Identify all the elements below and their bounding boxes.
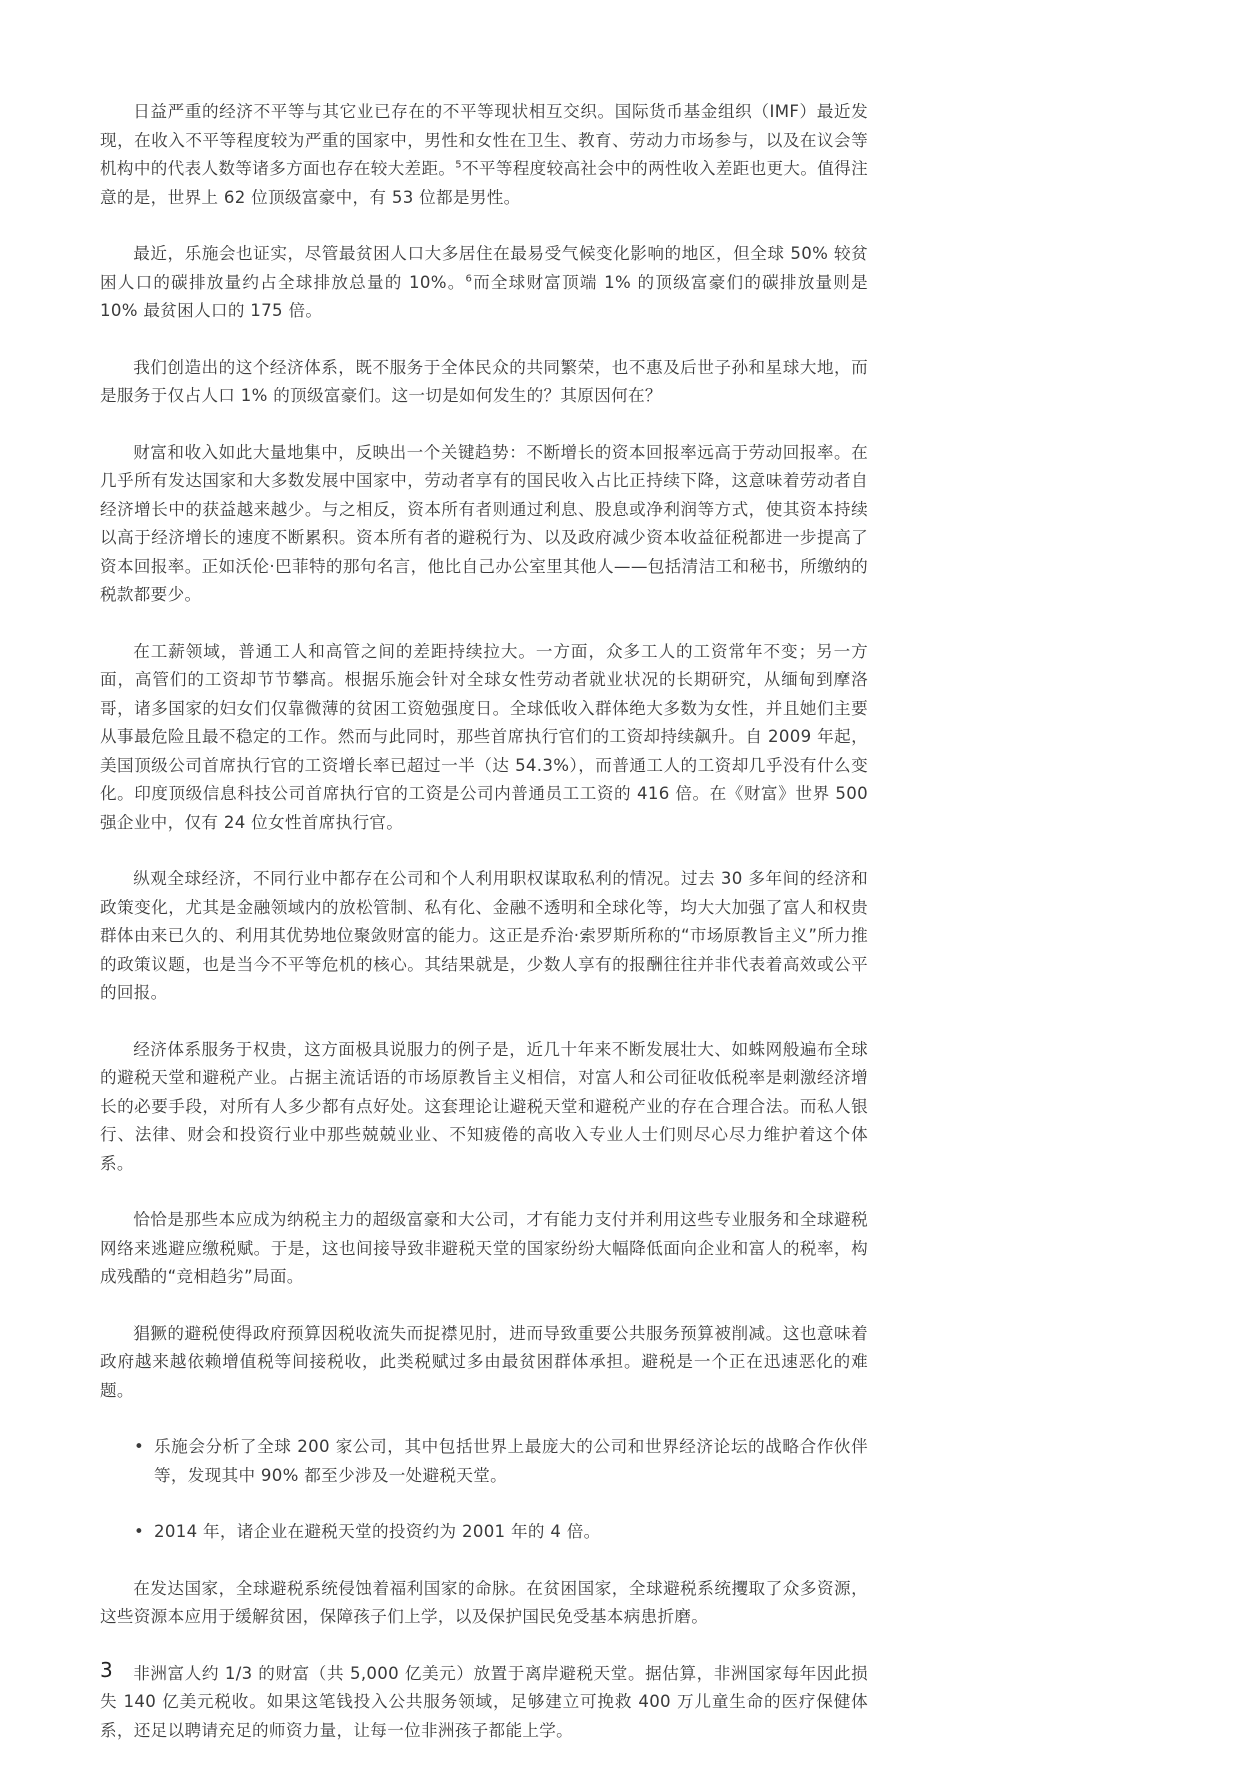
bullet-item <box>100 1433 868 1490</box>
paragraph-rent-seeking: 纵观全球经济，不同行业中都存在公司和个人利用职权谋取私利的情况。过去 30 多年间的经济和政策变化，尤其是金融领域内的放松管制、私有化、金融不透明和全球化等，均大大加强了富人和权贵群体由来已久的、利用其优势地位聚敛财富的能力。这正是乔治·索罗斯所称的“市场原教旨主义”所力推的政策议题，也是当今不平等危机的核心。其结果就是，少数人享有的报酬往往并非代表着高效或公平的回报。 <box>100 869 868 1002</box>
footnote-ref-5: 5 <box>455 159 462 171</box>
bullet-marker: • <box>134 1522 145 1541</box>
footnote-ref-6: 6 <box>465 272 473 284</box>
bullet-marker: • <box>134 1437 145 1456</box>
paragraph-race-to-bottom: 恰恰是那些本应成为纳税主力的超级富豪和大公司，才有能力支付并利用这些专业服务和全球避税网络来逃避应缴税赋。于是，这也间接导致非避税天堂的国家纷纷大幅降低面向企业和富人的税率，构成残酷的“竞相趋劣”局面。 <box>100 1210 868 1286</box>
body-text <box>100 98 868 1773</box>
paragraph-gender-inequality <box>100 98 868 212</box>
paragraph-africa-wealth: 非洲富人约 1/3 的财富（共 5,000 亿美元）放置于离岸避税天堂。据估算，非洲国家每年因此损失 140 亿美元税收。如果这笔钱投入公共服务领域，足够建立可挽救 400 万儿童生命的医疗保健体系，还足以聘请充足的师资力量，让每一位非洲孩子都能上学。 <box>100 1663 868 1740</box>
paragraph-text: 而全球财富顶端 1% 的顶级富豪们的碳排放量则是 10% 最贫困人口的 175 倍。 <box>100 272 868 320</box>
paragraph-tax-havens: 经济体系服务于权贵，这方面极具说服力的例子是，近几十年来不断发展壮大、如蛛网般遍布全球的避税天堂和避税产业。占据主流话语的市场原教旨主义相信，对富人和公司征收低税率是刺激经济增长的必要手段，对所有人多少都有点好处。这套理论让避税天堂和避税产业的存在合理合法。而私人银行、法律、财会和投资行业中那些兢兢业业、不知疲倦的高收入专业人士们则尽心尽力维护着这个体系。 <box>100 1039 868 1173</box>
paragraph-text: 最近，乐施会也证实，尽管最贫困人口大多居住在最易受气候变化影响的地区，但全球 50% 较贫困人口的碳排放量约占全球排放总量的 10%。 <box>100 244 868 292</box>
paragraph-text: 日益严重的经济不平等与其它业已存在的不平等现状相互交织。国际货币基金组织（IMF）最近发现，在收入不平等程度较为严重的国家中，男性和女性在卫生、教育、劳动力市场参与，以及在议会等机构中的代表人数等诸多方面也存在较大差距。 <box>100 102 868 178</box>
paragraph-carbon-emissions <box>100 240 868 326</box>
paragraph-capital-returns: 财富和收入如此大量地集中，反映出一个关键趋势：不断增长的资本回报率远高于劳动回报率。在几乎所有发达国家和大多数发展中国家中，劳动者享有的国民收入占比正持续下降，这意味着劳动者自经济增长中的获益越来越少。与之相反，资本所有者则通过利息、股息或净利润等方式，使其资本持续以高于经济增长的速度不断累积。资本所有者的避税行为、以及政府减少资本收益征税都进一步提高了资本回报率。正如沃伦·巴菲特的那句名言，他比自己办公室里其他人——包括清洁工和秘书，所缴纳的税款都要少。 <box>100 442 868 604</box>
page-number: 3 <box>100 1658 113 1682</box>
bullet-item <box>100 1518 868 1547</box>
paragraph-economic-system: 我们创造出的这个经济体系，既不服务于全体民众的共同繁荣，也不惠及后世子孙和星球大地，而是服务于仅占人口 1% 的顶级富豪们。这一切是如何发生的？其原因何在？ <box>100 357 868 405</box>
bullet-list <box>100 1433 868 1547</box>
paragraph-tax-avoidance: 猖獗的避税使得政府预算因税收流失而捉襟见肘，进而导致重要公共服务预算被削减。这也意味着政府越来越依赖增值税等间接税收，此类税赋过多由最贫困群体承担。避税是一个正在迅速恶化的难题。 <box>100 1323 868 1400</box>
paragraph-wages-gap: 在工薪领域，普通工人和高管之间的差距持续拉大。一方面，众多工人的工资常年不变；另一方面，高管们的工资却节节攀高。根据乐施会针对全球女性劳动者就业状况的长期研究，从缅甸到摩洛哥，诸多国家的妇女们仅靠微薄的贫困工资勉强度日。全球低收入群体绝大多数为女性，并且她们主要从事最危险且最不稳定的工作。然而与此同时，那些首席执行官们的工资却持续飙升。自 2009 年起，美国顶级公司首席执行官的工资增长率已超过一半（达 54.3%），而普通工人的工资却几乎没有什么变化。印度顶级信息科技公司首席执行官的工资是公司内普通员工工资的 416 倍。在《财富》世界 500 强企业中，仅有 24 位女性首席执行官。 <box>100 641 868 832</box>
bullet-text: 乐施会分析了全球 200 家公司，其中包括世界上最庞大的公司和世界经济论坛的战略合作伙伴等，发现其中 90% 都至少涉及一处避税天堂。 <box>154 1437 868 1485</box>
bullet-text: 2014 年，诸企业在避税天堂的投资约为 2001 年的 4 倍。 <box>154 1522 601 1541</box>
paragraph-text: 不平等程度较高社会中的两性收入差距也更大。值得注意的是，世界上 62 位顶级富豪中，有 53 位都是男性。 <box>100 159 868 207</box>
paragraph-welfare-states: 在发达国家，全球避税系统侵蚀着福利国家的命脉。在贫困国家，全球避税系统攫取了众多资源，这些资源本应用于缓解贫困，保障孩子们上学，以及保护国民免受基本病患折磨。 <box>100 1578 868 1626</box>
